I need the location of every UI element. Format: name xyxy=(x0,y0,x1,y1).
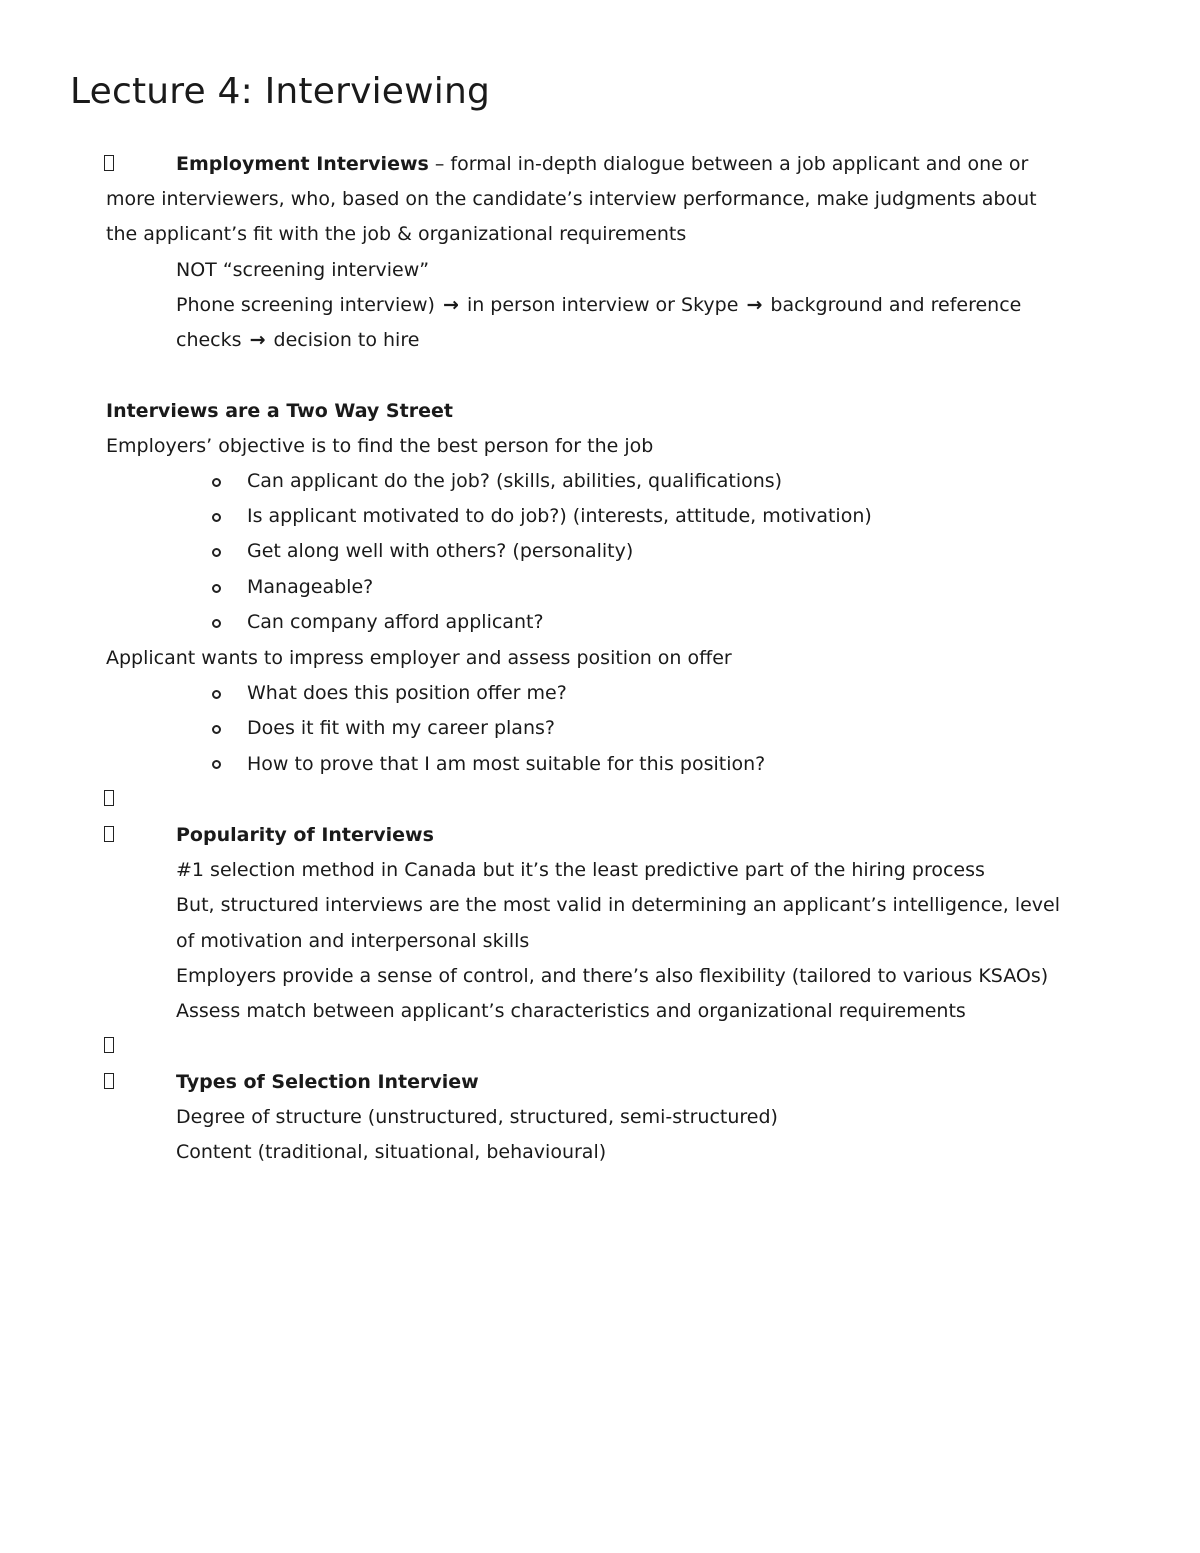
applicant-item: What does this position offer me? xyxy=(247,682,567,704)
missing-glyph-bullet-icon xyxy=(104,1037,114,1053)
circle-bullet-icon xyxy=(212,690,221,699)
employer-item: Can applicant do the job? (skills, abilities, qualifications) xyxy=(247,470,783,492)
circle-bullet-icon xyxy=(212,548,221,557)
missing-glyph-bullet-icon xyxy=(104,826,114,842)
flow-step-in-person: in person interview or Skype xyxy=(466,294,739,316)
popularity-line: of motivation and interpersonal skills xyxy=(176,930,530,952)
hiring-flow-line2 xyxy=(176,328,419,352)
missing-glyph-bullet-icon xyxy=(104,155,114,171)
right-arrow-icon: → xyxy=(249,329,266,351)
applicant-objective: Applicant wants to impress employer and assess position on offer xyxy=(106,647,732,669)
employer-item: Get along well with others? (personality) xyxy=(247,540,634,562)
popularity-line: #1 selection method in Canada but it’s the least predictive part of the hiring process xyxy=(176,859,985,881)
circle-bullet-icon xyxy=(212,725,221,734)
employment-definition-part3: the applicant’s fit with the job & organizational requirements xyxy=(106,223,687,245)
missing-glyph-bullet-icon xyxy=(104,790,114,806)
employer-objective: Employers’ objective is to find the best person for the job xyxy=(106,435,654,457)
flow-step-checks: checks xyxy=(176,329,242,351)
employment-heading: Employment Interviews xyxy=(176,153,429,175)
missing-glyph-bullet-icon xyxy=(104,1073,114,1089)
circle-bullet-icon xyxy=(212,760,221,769)
right-arrow-icon: → xyxy=(746,294,763,316)
employment-heading-line xyxy=(176,152,1028,176)
hiring-flow-line1 xyxy=(176,293,1021,317)
popularity-line: Employers provide a sense of control, and there’s also flexibility (tailored to various KSAOs) xyxy=(176,965,1049,987)
types-line: Content (traditional, situational, behavioural) xyxy=(176,1141,607,1163)
flow-step-phone: Phone screening interview) xyxy=(176,294,435,316)
popularity-line: But, structured interviews are the most valid in determining an applicant’s intelligence, level xyxy=(176,894,1061,916)
types-line: Degree of structure (unstructured, structured, semi-structured) xyxy=(176,1106,778,1128)
popularity-line: Assess match between applicant’s characteristics and organizational requirements xyxy=(176,1000,966,1022)
applicant-item: How to prove that I am most suitable for this position? xyxy=(247,753,766,775)
flow-step-decision: decision to hire xyxy=(273,329,420,351)
applicant-item: Does it fit with my career plans? xyxy=(247,717,555,739)
circle-bullet-icon xyxy=(212,513,221,522)
employer-item: Is applicant motivated to do job?) (interests, attitude, motivation) xyxy=(247,505,872,527)
flow-step-background: background and reference xyxy=(770,294,1022,316)
popularity-heading: Popularity of Interviews xyxy=(176,824,434,846)
page-title: Lecture 4: Interviewing xyxy=(70,71,491,112)
employer-item: Manageable? xyxy=(247,576,374,598)
employment-definition-part2: more interviewers, who, based on the candidate’s interview performance, make judgments about xyxy=(106,188,1037,210)
employment-definition-part1: – formal in-depth dialogue between a job applicant and one or xyxy=(428,153,1029,175)
not-screening-note: NOT “screening interview” xyxy=(176,259,430,281)
right-arrow-icon: → xyxy=(442,294,459,316)
two-way-heading: Interviews are a Two Way Street xyxy=(106,400,453,422)
employer-item: Can company afford applicant? xyxy=(247,611,544,633)
circle-bullet-icon xyxy=(212,478,221,487)
circle-bullet-icon xyxy=(212,584,221,593)
types-heading: Types of Selection Interview xyxy=(176,1071,479,1093)
circle-bullet-icon xyxy=(212,619,221,628)
